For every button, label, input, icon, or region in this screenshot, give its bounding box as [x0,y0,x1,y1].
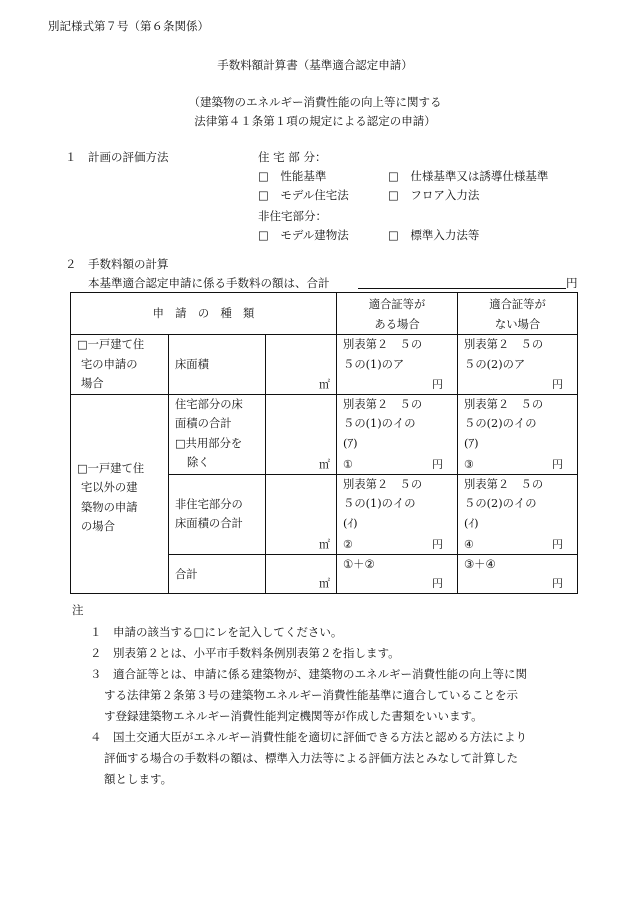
total-area-input[interactable]: ㎡ [266,554,337,593]
residential-fee-without-cert[interactable]: 別表第２ ５の ５の(2)のイの (ｱ) ③ 円 [458,394,578,474]
nonresidential-floor-area-input[interactable]: ㎡ [266,474,337,554]
residential-label: 住 宅 部 分： [258,150,327,164]
total-fee-yen: 円 [566,276,578,290]
document-title: 手数料額計算書（基準適合認定申請） [217,58,413,72]
subtitle-line-1: （建築物のエネルギー消費性能の向上等に関する [188,95,442,109]
residential-fee-with-cert[interactable]: 別表第２ ５の ５の(1)のイの (ｱ) ① 円 [337,394,458,474]
total-fee-without-cert[interactable]: ③＋④ 円 [458,554,578,593]
other-building-label[interactable]: □一戸建て住 宅以外の建 築物の申請 の場合 [71,394,169,593]
note-2: ２ 別表第２とは、小平市手数料条例別表第２を指します。 [90,646,400,660]
option-floor-input-method[interactable]: □ フロア入力法 [388,188,480,202]
nonresidential-label: 非住宅部分： [258,209,327,223]
nonresidential-fee-with-cert[interactable]: 別表第２ ５の ５の(1)のイの (ｲ) ② 円 [337,474,458,554]
note-1: １ 申請の該当する□にレを記入してください。 [90,625,343,639]
detached-house-label[interactable]: □一戸建て住 宅の申請の 場合 [71,335,169,395]
notes-heading: 注 [72,603,84,617]
detached-fee-without-cert[interactable]: 別表第２ ５の ５の(2)のア 円 [458,335,578,395]
header-with-certificate: 適合証等が ある場合 [337,293,458,335]
total-fee-sentence: 本基準適合認定申請に係る手数料の額は、合計 [88,276,330,290]
fee-calculation-table [70,292,578,594]
option-model-house-method[interactable]: □ モデル住宅法 [258,188,349,202]
note-4-line-1: ４ 国土交通大臣がエネルギー消費性能を適切に評価できる方法と認める方法により [90,730,527,744]
option-specification-standard[interactable]: □ 仕様基準又は誘導仕様基準 [388,169,549,183]
note-3-line-1: ３ 適合証等とは、申請に係る建築物が、建築物のエネルギー消費性能の向上等に関 [90,667,527,681]
form-number: 別記様式第７号（第６条関係） [48,19,209,33]
header-without-certificate: 適合証等が ない場合 [458,293,578,335]
note-4-line-2: 評価する場合の手数料の額は、標準入力法等による評価方法とみなして計算した [104,751,518,765]
detached-fee-with-cert[interactable]: 別表第２ ５の ５の(1)のア 円 [337,335,458,395]
total-fee-blank[interactable] [358,288,566,289]
subtitle-line-2: 法律第４１条第１項の規定による認定の申請） [194,114,436,128]
detached-floor-area-input[interactable]: ㎡ [266,335,337,395]
note-3-line-3: す登録建築物エネルギー消費性能判定機関等が作成した書類をいいます。 [104,709,483,723]
option-performance-standard[interactable]: □ 性能基準 [258,169,327,183]
total-area-label: 合計 [169,554,266,593]
option-model-building-method[interactable]: □ モデル建物法 [258,228,349,242]
section-1-label: １ 計画の評価方法 [65,150,169,164]
option-standard-input-method[interactable]: □ 標準入力法等 [388,228,480,242]
section-2-label: ２ 手数料額の計算 [65,257,169,271]
note-4-line-3: 額とします。 [104,772,173,786]
total-fee-with-cert[interactable]: ①＋② 円 [337,554,458,593]
header-application-type: 申 請 の 種 類 [71,293,337,335]
nonresidential-fee-without-cert[interactable]: 別表第２ ５の ５の(2)のイの (ｲ) ④ 円 [458,474,578,554]
residential-floor-area-input[interactable]: ㎡ [266,394,337,474]
note-3-line-2: する法律第２条第３号の建築物エネルギー消費性能基準に適合していることを示 [104,688,518,702]
nonresidential-floor-area-label: 非住宅部分の 床面積の合計 [169,474,266,554]
residential-floor-area-label: 住宅部分の床 面積の合計 □共用部分を 除く [169,394,266,474]
detached-floor-area-label: 床面積 [169,335,266,395]
